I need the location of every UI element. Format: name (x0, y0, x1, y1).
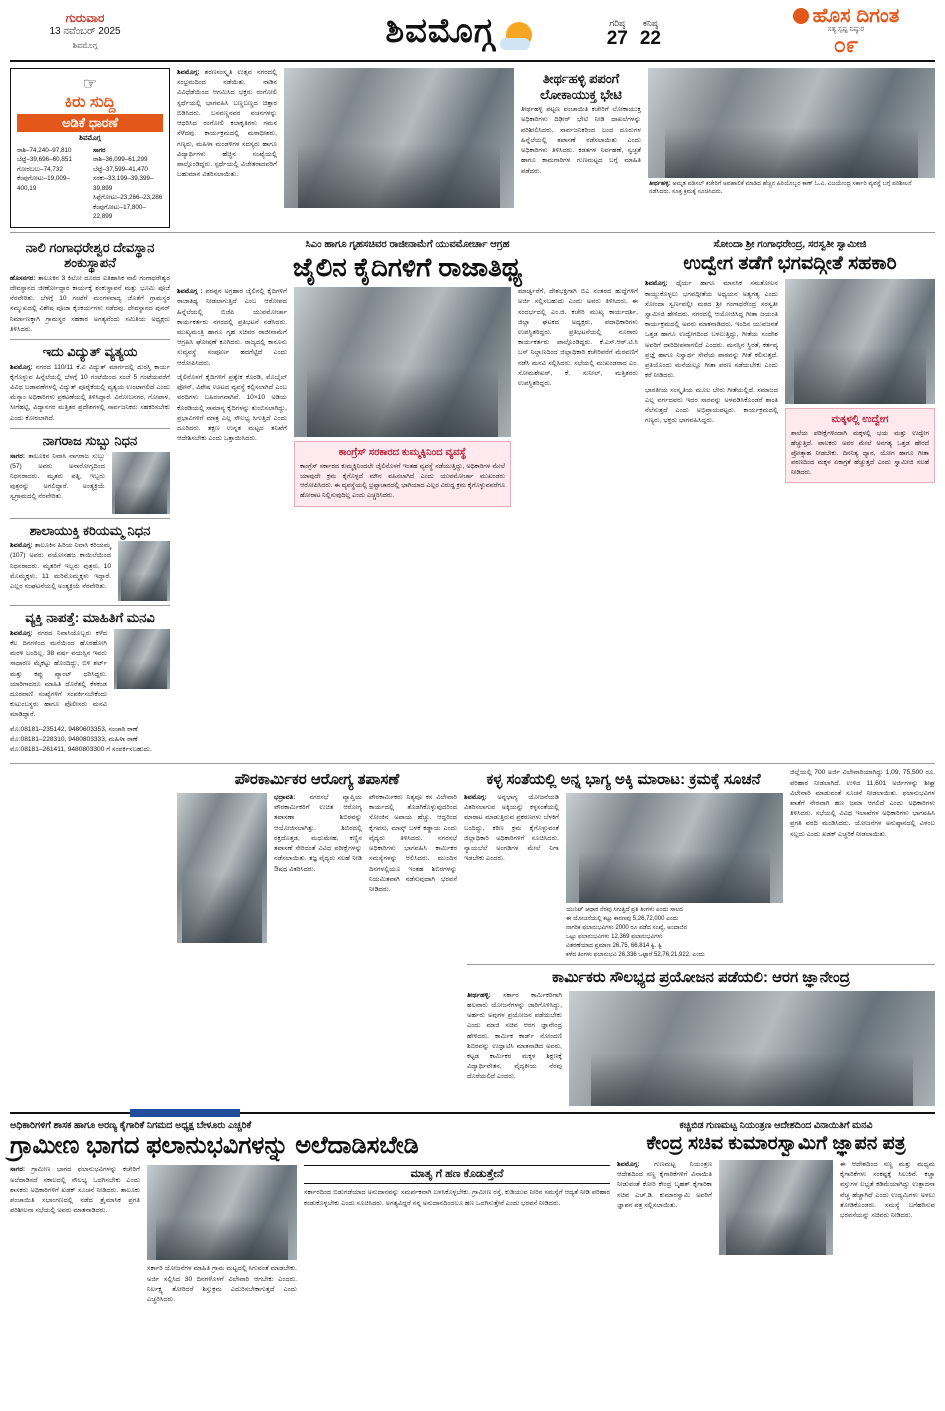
masthead-place: ಶಿವಮೊಗ್ಗ (72, 40, 98, 50)
labour-head: ಕಾರ್ಮಿಕರು ಸೌಲಭ್ಯದ ಪ್ರಯೋಜನ ಪಡೆಯಲಿ: ಆರಗ ಜ್ಞಾನೇಂದ್ರ (552, 969, 850, 986)
labour-meeting-photo (569, 991, 935, 1106)
promo-column (10, 68, 170, 228)
middle-right-body: ಜಿಲ್ಲೆಯಲ್ಲಿ 700 ಅರ್ಜಿ ವಿಲೇವಾರಿಯಾಗಿದ್ದು 1,09, 75,500 ರೂ. ಪರಿಹಾರ ನೀಡಲಾಗಿದೆ. ಉಳಿದ 11,601 ಅರ್ಜಿಗಳನ್ನು ಶೀಘ್ರ ವಿಲೇವಾರಿ ಮಾಡುವಂತೆ ಸೂಚನೆ ನೀಡಲಾಯಿತು. ಫಲಾನುಭವಿಗಳ ಖಾತೆಗೆ ನೇರವಾಗಿ ಹಣ ಜಮಾ ಆಗಲಿದೆ ಎಂದು ಅಧಿಕಾರಿಗಳು ತಿಳಿಸಿದರು. ಸಭೆಯಲ್ಲಿ ವಿವಿಧ ಇಲಾಖೆಗಳ ಅಧಿಕಾರಿಗಳು ಭಾಗವಹಿಸಿ ಪ್ರಗತಿ ವರದಿ ಮಂಡಿಸಿದರು. ಯೋಜನೆಗಳ ಅನುಷ್ಠಾನದಲ್ಲಿ ವಿಳಂಬ ಸಲ್ಲದು ಎಂದು ಖಡಕ್ ಎಚ್ಚರಿಕೆ ನೀಡಲಾಯಿತು. (790, 769, 935, 838)
promo-title-2: ಅಡಿಕೆ ಧಾರಣೆ (17, 114, 163, 132)
temp-min-label: ಕನಿಷ್ಠ (642, 18, 659, 28)
pointing-hand-icon: ☞ (82, 76, 98, 93)
promo-place: ಶಿವಮೊಗ್ಗ (79, 135, 101, 142)
left-story3-head: ನಾಗರಾಜ ಸುಬ್ಬು ನಿಧನ (42, 432, 138, 448)
left-column (10, 237, 170, 760)
middle-right-column (790, 768, 935, 960)
middle-band (10, 768, 935, 960)
temp-max (607, 18, 628, 48)
bottom-left-box-head: ಮಾತೃ ಗೆ ಹಣ ಕೊಡುತ್ತೇನೆ (304, 1165, 610, 1184)
memorandum-photo (719, 1160, 833, 1255)
bottom-left-headline: ಗ್ರಾಮೀಣ ಭಾಗದ ಫಲಾನುಭವಿಗಳನ್ನು ಅಲೆದಾಡಿಸಬೇಡಿ (10, 1132, 419, 1160)
left-story4-body: ಶಿವಮೊಗ್ಗ: ತಾಲೂಕಿನ ಹಿರಿಯ ನಿವಾಸಿ ಕರಿಯಮ್ಮ (107) ಅವರು ವಯೋಸಹಜ ಕಾಯಿಲೆಯಿಂದ ನಿಧನರಾದರು. ಮೃತರಿಗೆ ಇಬ್ಬರು ಪುತ್ರರು, 10 ಮೊಮ್ಮಕ್ಕಳು, 11 ಮರಿಮೊಮ್ಮಕ್ಕಳು ಇದ್ದಾರೆ. ಎಲ್ಲರ ಸಂಘಟನೆಯಲ್ಲಿ ಅಂತ್ಯಕ್ರಿಯೆ ನೆರವೇರಿತು. (10, 542, 111, 590)
right-highlight-text: ಶಾಲೆಯ ಪರೀಕ್ಷೆಗಳಿಂದಾಗಿ ಮಕ್ಕಳಲ್ಲಿ ಭಯ ಮತ್ತು ಉದ್ವೇಗ ಹೆಚ್ಚುತ್ತಿದೆ. ಪಾಲಕರು ಅವರ ಮೇಲೆ ಅನಗತ್ಯ ಒತ್ತಡ ಹೇರದೆ ಪ್ರೋತ್ಸಾಹ ನೀಡಬೇಕು. ದಿನನಿತ್ಯ ಧ್ಯಾನ, ಯೋಗ ಹಾಗೂ ಗೀತಾ ಪಠಣದಿಂದ ಮಕ್ಕಳ ಏಕಾಗ್ರತೆ ಹೆಚ್ಚುತ್ತದೆ ಎಂದು ಸ್ವಾಮೀಜಿ ಸಲಹೆ ನೀಡಿದರು. (791, 430, 929, 476)
masthead-date: 13 ನವೆಂಬರ್ 2025 (49, 26, 121, 38)
health-checkup-head: ಪೌರಕಾರ್ಮಿಕರ ಆರೋಗ್ಯ ತಪಾಸಣೆ (234, 771, 400, 789)
bottom-right-story: ಕಚ್ಚಿಬಿಡ ಗುಣಮಟ್ಟ ನಿಯಂತ್ರಣ ಆದೇಶದಿಂದ ವಿನಾಯಿತಿಗೆ ಮನವಿ ಕೇಂದ್ರ ಸಚಿವ ಕುಮಾರಸ್ವಾಮಿಗೆ ಜ್ಞಾಪನ ಪತ್ರ ಶಿವಮೊಗ್ಗ: ಗುಣಮಟ್ಟ ನಿಯಂತ್ರಣ ಆದೇಶದಿಂದ ಸಣ್ಣ ಕೈಗಾರಿಕೆಗಳಿಗೆ ವಿನಾಯಿತಿ ನೀಡುವಂತೆ ಕೋರಿ ಕೇಂದ್ರ ಬೃಹತ್ ಕೈಗಾರಿಕಾ ಸಚಿವ ಎಚ್.ಡಿ. ಕುಮಾರಸ್ವಾಮಿ ಅವರಿಗೆ ಜ್ಞಾಪನ ಪತ್ರ ಸಲ್ಲಿಸಲಾಯಿತು. ಈ ಆದೇಶದಿಂದ ಸಣ್ಣ ಮತ್ತು ಮಧ್ಯಮ ಕೈಗಾರಿಕೆಗಳು ಸಂಕಷ್ಟಕ್ಕೆ ಸಿಲುಕಿವೆ. ಕಚ್ಚಾ ವಸ್ತುಗಳ ಲಭ್ಯತೆ ಕಡಿಮೆಯಾಗಿದ್ದು ಉತ್ಪಾದನಾ ವೆಚ್ಚ ಹೆಚ್ಚಾಗಿದೆ ಎಂದು ಉದ್ಯಮಿಗಳು ಅಳಲು ತೋಡಿಕೊಂಡರು. ಸಮಸ್ಯೆ ಬಗೆಹರಿಸುವ ಭರವಸೆಯನ್ನು ಸಚಿವರು ನೀಡಿದರು. (617, 1118, 935, 1310)
left-story5-head: ವ್ಯಕ್ತಿ ನಾಪತ್ತೆ: ಮಾಹಿತಿಗೆ ಮನವಿ (25, 610, 155, 626)
rates-table (17, 146, 163, 222)
bottom-band (10, 1118, 935, 1310)
masthead-date-block (10, 11, 160, 51)
lower-band (10, 960, 935, 1106)
lokayukta-visit-photo (648, 68, 935, 178)
publisher-logo (757, 6, 935, 56)
right-col-text: ಶಿವಮೊಗ್ಗ: ಧೈರ್ಯ ಹಾಗೂ ಮಾನಸಿಕ ಸಮತೋಲನ ಕಾಯ್ದುಕೊಳ್ಳಲು ಭಗವದ್ಗೀತೆಯ ಅಧ್ಯಯನ ಅತ್ಯಗತ್ಯ ಎಂದು ಸೋಂದಾ ಸ್ವರ್ಣವಲ್ಲೀ ಮಠದ ಶ್ರೀ ಗಂಗಾಧರೇಂದ್ರ ಸರಸ್ವತೀ ಸ್ವಾಮೀಜಿ ಹೇಳಿದರು. ನಗರದಲ್ಲಿ ಆಯೋಜಿಸಿದ್ದ ಗೀತಾ ಜಯಂತಿ ಕಾರ್ಯಕ್ರಮದಲ್ಲಿ ಅವರು ಮಾತನಾಡಿದರು. ಇಂದಿನ ಯುವಜನತೆ ಒತ್ತಡ ಹಾಗೂ ಉದ್ವೇಗದಿಂದ ಬಳಲುತ್ತಿದ್ದು, ಗೀತೆಯ ಸಂದೇಶ ಅವರಿಗೆ ದಾರಿದೀಪವಾಗಲಿದೆ ಎಂದರು. ಮನಸ್ಸಿನ ಸ್ಥಿರತೆ, ಕರ್ತವ್ಯ ಪ್ರಜ್ಞೆ ಹಾಗೂ ನಿಸ್ವಾರ್ಥ ಸೇವೆಯ ಪಾಠವನ್ನು ಗೀತೆ ಕಲಿಸುತ್ತದೆ. ಪ್ರತಿಯೊಂದು ಮನೆಯಲ್ಲೂ ಗೀತಾ ಪಠಣ ನಡೆಯಬೇಕು ಎಂದು ಕರೆ ನೀಡಿದರು. ಭಾರತೀಯ ಸಂಸ್ಕೃತಿಯ ಮೂಲ ಬೇರು ಗೀತೆಯಲ್ಲಿದೆ. ಸಮಾಜದ ಎಲ್ಲ ವರ್ಗದವರು ಇದರ ಸಾರವನ್ನು ಅಳವಡಿಸಿಕೊಂಡರೆ ಶಾಂತಿ ನೆಲೆಸುತ್ತದೆ ಎಂದು ಅಭಿಪ್ರಾಯಪಟ್ಟರು. ಕಾರ್ಯಕ್ರಮದಲ್ಲಿ ಗಣ್ಯರು, ಭಕ್ತರು ಭಾಗವಹಿಸಿದ್ದರು. (645, 280, 778, 425)
lead-col-3: ಮಾರ್ಚ್ವರೆಗೆ, ದೇಶಭಕ್ತಿಗಾಗಿ ಬಿಎ ನಂತರದ ಹುದ್ದೆಗಳಿಗೆ ಅರ್ಜಿ ಸಲ್ಲಿಸಬಹುದು ಎಂದು ಅವರು ತಿಳಿಸಿದರು. ಈ ಸಂದರ್ಭದಲ್ಲಿ ಎಂ.ಜಿ. ಕಚೇರಿ ಮುಖ್ಯ ಕಾರ್ಯದರ್ಶಿ, ಜಿಲ್ಲಾ ಘಟಕದ ಅಧ್ಯಕ್ಷರು, ಪದಾಧಿಕಾರಿಗಳು ಉಪಸ್ಥಿತರಿದ್ದರು. ಪ್ರತಿಭಟನೆಯಲ್ಲಿ ನೂರಾರು ಕಾರ್ಯಕರ್ತರು ಪಾಲ್ಗೊಂಡಿದ್ದರು. ಕೆ.ಎಸ್.ಆರ್.ಟಿ.ಸಿ ಬಸ್ ನಿಲ್ದಾಣದಿಂದ ಜಿಲ್ಲಾಧಿಕಾರಿ ಕಚೇರಿವರೆಗೆ ಮೆರವಣಿಗೆ ನಡೆಸಿ ಮನವಿ ಸಲ್ಲಿಸಿದರು. ಸಭೆಯಲ್ಲಿ ಮುಖಂಡರಾದ ಎಂ. ಸೋಮಶೇಖರ್, ಕೆ. ಸುನೀಲ್, ಮತ್ತಿತರರು ಉಪಸ್ಥಿತರಿದ್ದರು. (518, 288, 638, 388)
lead-story (177, 237, 638, 760)
obituary-portrait-1 (112, 452, 170, 514)
right-kicker: ಸೋಂದಾ ಶ್ರೀ ಗಂಗಾಧರೇಂದ್ರ, ಸರಸ್ವತೀ ಸ್ವಾಮೀಜಿ (713, 238, 867, 250)
lead-headline: ಜೈಲಿನ ಕೈದಿಗಳಿಗೆ ರಾಜಾತಿಥ್ಯ (292, 251, 523, 282)
section-divider (10, 1112, 935, 1114)
promo-title-1: ಕಿರು ಸುದ್ದಿ (64, 94, 116, 111)
rice-sale-story: ಕಳ್ಳ ಸಂತೆಯಲ್ಲಿ ಅನ್ನ ಭಾಗ್ಯ ಅಕ್ಕಿ ಮಾರಾಟ: ಕ್ರಮಕ್ಕೆ ಸೂಚನೆ ಶಿವಮೊಗ್ಗ: ಅನ್ನಭಾಗ್ಯ ಯೋಜನೆಯಡಿ ವಿತರಿಸಲಾಗುವ ಅಕ್ಕಿಯನ್ನು ಕಳ್ಳಸಂತೆಯಲ್ಲಿ ಮಾರಾಟ ಮಾಡುತ್ತಿರುವ ಪ್ರಕರಣಗಳು ಬೆಳಕಿಗೆ ಬಂದಿದ್ದು, ಕಠಿಣ ಕ್ರಮ ಕೈಗೊಳ್ಳುವಂತೆ ಜಿಲ್ಲಾಧಿಕಾರಿ ಅಧಿಕಾರಿಗಳಿಗೆ ಸೂಚಿಸಿದರು. ನ್ಯಾಯಬೆಲೆ ಅಂಗಡಿಗಳ ಮೇಲೆ ನಿಗಾ ಇಡಬೇಕು ಎಂದರು. ಯುನಿಟ್ ಆಧಾರ ನೆರವು ಸಿಗುತ್ತಿದೆ ಪ್ರತಿ ತಿಂಗಳು ಎಂದು ಸಾಲದ ಈ ಯೋಜನೆಯಲ್ಲಿ ಕಟ್ಟು ಕಾರಣವು 5,26,72,000 ಎಂದು ನಾಗರಿಕ ಫಲಾನುಭವಿಗಳು 2000 ರೂ ಪಡೆದ ಸಂಖ್ಯೆ, ಅಂದಾಜಿನ ಒಟ್ಟು ಫಲಾನುಭವಿಗಳು 12,369 ಫಲಾನುಭವಿಗಳು ವಿತರಣೆಯಾದ ಪ್ರಮಾಣ 26,75, 66,814 ಕ್ವಿ. ಕ್ವಿ ಕಳೆದ ತಿಂಗಳು ಫಲಾನುಭವಿ 26,336 ಒಟ್ಟಾರೆ 52,76,21,922, ಎಂದು (464, 768, 783, 960)
masthead-day: ಗುರುವಾರ (65, 11, 105, 26)
top-center-photo-col (284, 68, 514, 228)
health-checkup-photo (177, 793, 267, 943)
masthead (10, 6, 935, 62)
publisher-tagline: ಸತ್ಯ ಸ್ಪಷ್ಟ ನಿಷ್ಠುರ (827, 26, 865, 33)
page-title: ಶಿವಮೊಗ್ಗ (385, 12, 496, 50)
rates-col-1: ರಾಶಿ–74,240–97,810 ಬೆಟ್ಟೆ–39,696–60,851 ಗೋರಬಲು–74,732 ಕೆಂಪುಗೋಟು–19,009–400,19 (17, 147, 72, 192)
left-story5-body: ಶಿವಮೊಗ್ಗ: ನಗರದ ನಿವಾಸಿಯೊಬ್ಬರು ಕಳೆದ ಕೆಲ ದಿನಗಳಿಂದ ಮನೆಯಿಂದ ಹೊರಹೋಗಿ ಮರಳಿ ಬಂದಿಲ್ಲ. 38 ವರ್ಷ ವಯಸ್ಸಿನ ಇವರು ಸಾಧಾರಣ ಮೈಕಟ್ಟು ಹೊಂದಿದ್ದು, ಬಿಳಿ ಶರ್ಟ್ ಮತ್ತು ಕಪ್ಪು ಪ್ಯಾಂಟ್ ಧರಿಸಿದ್ದರು. ಯಾರಿಗಾದರೂ ಮಾಹಿತಿ ದೊರೆತಲ್ಲಿ ಕೆಳಕಂಡ ದೂರವಾಣಿ ಸಂಖ್ಯೆಗಳಿಗೆ ಸಂಪರ್ಕಿಸಬೇಕೆಂದು ಕುಟುಂಬಸ್ಥರು ಹಾಗೂ ಪೊಲೀಸರು ಮನವಿ ಮಾಡಿದ್ದಾರೆ. (10, 629, 107, 719)
right-highlight-head: ಮಕ್ಕಳಲ್ಲಿ ಉದ್ವೇಗ (831, 414, 889, 426)
obituary-portrait-2 (118, 541, 170, 601)
top-center-body: ಶಿವಮೊಗ್ಗ: ಶರಣಸಂಸ್ಕೃತಿ ಉತ್ಸವ ನಗರದಲ್ಲಿ ಸಂಭ್ರಮದಿಂದ ನಡೆಯಿತು. ನಾಡಿನ ವಿವಿಧೆಡೆಯಿಂದ ಆಗಮಿಸಿದ ಭಕ್ತರು ರಂಗೋಲಿ ಸ್ಪರ್ಧೆಯಲ್ಲಿ ಭಾಗವಹಿಸಿ ಬಣ್ಣಬಣ್ಣದ ಚಿತ್ತಾರ ಬಿಡಿಸಿದರು. ಬಸವಣ್ಣನವರ ವಚನಗಳನ್ನು ಆಧರಿಸಿದ ರಂಗೋಲಿ ಕಲಾಕೃತಿಗಳು ಗಮನ ಸೆಳೆದವು. ಕಾರ್ಯಕ್ರಮದಲ್ಲಿ ಮಠಾಧೀಶರು, ಗಣ್ಯರು, ಮಹಿಳಾ ಮಂಡಳಿಗಳ ಸದಸ್ಯರು ಹಾಗೂ ವಿದ್ಯಾರ್ಥಿಗಳು ಹೆಚ್ಚಿನ ಸಂಖ್ಯೆಯಲ್ಲಿ ಪಾಲ್ಗೊಂಡಿದ್ದರು. ಸ್ಪರ್ಧೆಯಲ್ಲಿ ವಿಜೇತರಾದವರಿಗೆ ಬಹುಮಾನ ವಿತರಿಸಲಾಯಿತು. (177, 69, 277, 179)
right-headline: ಉದ್ವೇಗ ತಡೆಗೆ ಭಗವದ್ಗೀತೆ ಸಹಕಾರಿ (683, 252, 897, 274)
left-story1-body: ಹೊಸನಗರ: ತಾಲೂಕಿನ 3 ಕಿಲೋ ದೂರದ ಐತಿಹಾಸಿಕ ನಾಲಿ ಗಂಗಾಧರೇಶ್ವರ ದೇವಸ್ಥಾನದ ಜೀರ್ಣೋದ್ಧಾರ ಕಾರ್ಯಕ್ಕೆ ಶಂಕುಸ್ಥಾಪನೆ ಮತ್ತು ಭೂಮಿ ಪೂಜೆ ನೆರವೇರಿತು. ಬೆಳಗ್ಗೆ 10 ಗಂಟೆಗೆ ಮಂಗಳವಾದ್ಯ ಜೊತೆಗೆ ಗ್ರಾಮಸ್ಥರ ಸಮ್ಮುಖದಲ್ಲಿ ವಿಶೇಷ ಪೂಜಾ ಕೈಂಕರ್ಯಗಳು ನಡೆದವು. ದೇವಸ್ಥಾನದ ಪುನರ್ ನಿರ್ಮಾಣಕ್ಕಾಗಿ ಗ್ರಾಮಸ್ಥರ ಸಹಕಾರ ಅಗತ್ಯವೆಂದು ಸಮಿತಿಯ ಅಧ್ಯಕ್ಷರು ತಿಳಿಸಿದರು. (10, 274, 170, 333)
temp-min (640, 18, 661, 48)
bottom-right-kicker: ಕಚ್ಚಿಬಿಡ ಗುಣಮಟ್ಟ ನಿಯಂತ್ರಣ ಆದೇಶದಿಂದ ವಿನಾಯಿತಿಗೆ ಮನವಿ (679, 1119, 873, 1131)
top-center-text (177, 68, 277, 228)
lead-col-2 (294, 287, 511, 506)
bottom-left-kicker: ಅಧಿಕಾರಿಗಳಿಗೆ ಶಾಸಕ ಹಾಗೂ ಅರಣ್ಯ ಕೈಗಾರಿಕೆ ನಿಗಮದ ಅಧ್ಯಕ್ಷ ಬೇಳೂರು ಎಚ್ಚರಿಕೆ (10, 1119, 252, 1131)
top-right-story (521, 68, 935, 228)
top-right-body: ತೀರ್ಥಹಳ್ಳಿ ಪಟ್ಟಣ ಪಂಚಾಯಿತಿ ಕಚೇರಿಗೆ ಲೋಕಾಯುಕ್ತ ಅಧಿಕಾರಿಗಳು ದಿಢೀರ್ ಭೇಟಿ ನೀಡಿ ದಾಖಲೆಗಳನ್ನು ಪರಿಶೀಲಿಸಿದರು. ಸಾರ್ವಜನಿಕರಿಂದ ಬಂದ ದೂರುಗಳ ಹಿನ್ನೆಲೆಯಲ್ಲಿ ತಪಾಸಣೆ ನಡೆಸಲಾಯಿತು ಎಂದು ಅಧಿಕಾರಿಗಳು ತಿಳಿಸಿದರು. ಕಡತಗಳ ನಿರ್ವಹಣೆ, ಸ್ವಚ್ಛತೆ ಹಾಗೂ ಕಾಮಗಾರಿಗಳ ಗುಣಮಟ್ಟದ ಬಗ್ಗೆ ಮಾಹಿತಿ ಪಡೆದರು. (521, 106, 641, 175)
top-right-headline: ತೀರ್ಥಹಳ್ಳಿ ಪಪಂಗೆ ಲೋಕಾಯುಕ್ತ ಭೇಟಿ (540, 71, 622, 102)
publisher-name: ಹೊಸ ದಿಗಂತ (757, 6, 935, 26)
page-number: ೦೯ (833, 32, 859, 57)
lower-left-spacer (10, 960, 460, 1106)
left-story1-head: ನಾಲಿ ಗಂಗಾಧರೇಶ್ವರ ದೇವಸ್ಥಾನ ಶಂಕುಸ್ಥಾಪನೆ (25, 239, 155, 271)
missing-person-contacts: ಮೊ:08181–235142, 9480603353, ಸಂಚಾರಿ ಠಾಣೆ ಮೊ:08181–228310, 9480803333, ಮಹಿಳಾ ಠಾಣೆ ಮೊ:08181–261411, 9480803300 ಗೆ ಸಂಪರ್ಕಿಸಬಹುದು. (10, 725, 152, 754)
right-column (645, 237, 935, 760)
top-right-caption: ತೀರ್ಥಹಳ್ಳಿ: ಅಮೃತ ಪಡಿಸಲ್ ಕಚೇರಿಗೆ ಅವಹಾಲಿಕೆ ಮಾಡಿದ ಹೆಚ್ಚಿನ ಹಿರಿಯೊಬ್ಬರ ಕಾಣ್ ಓ.ವಿ. ವಿಜಯೇಂದ್ರ ಸರ್ಕಾರಿ ವ್ಯವಸ್ಥೆ ಬಗ್ಗೆ ಪರಿಶೀಲನೆ ನಡೆಸಿದರು. ಸೂಕ್ತ ಕ್ರಮಕ್ಕೆ ಸೂಚಿಸಿದರು. (649, 181, 912, 196)
rice-godown-photo (566, 793, 783, 903)
rice-sale-head: ಕಳ್ಳ ಸಂತೆಯಲ್ಲಿ ಅನ್ನ ಭಾಗ್ಯ ಅಕ್ಕಿ ಮಾರಾಟ: ಕ್ರಮಕ್ಕೆ ಸೂಚನೆ (486, 771, 761, 789)
right-col-photo (785, 279, 935, 483)
sun-logo-icon (793, 8, 809, 24)
middle-left-spacer (10, 768, 170, 960)
review-meeting-photo (147, 1165, 297, 1260)
temp-min-value: 22 (639, 28, 661, 49)
bottom-right-headline: ಕೇಂದ್ರ ಸಚಿವ ಕುಮಾರಸ್ವಾಮಿಗೆ ಜ್ಞಾಪನ ಪತ್ರ (646, 1133, 906, 1155)
masthead-title-block (160, 14, 757, 48)
lead-highlight-text: ಕಾಂಗ್ರೆಸ್ ಸರ್ಕಾರದ ಕುಮ್ಮಕ್ಕಿನಿಂದಲೇ ಜೈಲಿನೊಳಗೆ ಇಂತಹ ವ್ಯವಸ್ಥೆ ನಡೆಯುತ್ತಿದ್ದು, ಅಧಿಕಾರಿಗಳ ಮೇಲೆ ಯಾವುದೇ ಕ್ರಮ ಕೈಗೊಳ್ಳದೆ ಮೌನ ವಹಿಸಲಾಗಿದೆ ಎಂದು ಯುವಮೋರ್ಚಾ ಮುಖಂಡರು ಆರೋಪಿಸಿದರು. ಈ ವ್ಯವಸ್ಥೆಯಲ್ಲಿ ಭ್ರಷ್ಟಾಚಾರದಲ್ಲಿ ಭಾಗಿಯಾದ ಎಲ್ಲರ ವಿರುದ್ಧ ಕ್ರಮ ಕೈಗೊಳ್ಳುವವರೆಗೂ ಹೋರಾಟ ನಿಲ್ಲಿಸುವುದಿಲ್ಲ ಎಂದು ಎಚ್ಚರಿಸಿದರು. (300, 463, 505, 499)
temp-max-label: ಗರಿಷ್ಠ (609, 18, 626, 28)
rates-promo (10, 68, 170, 228)
lead-kicker: ಸಿಎಂ ಹಾಗೂ ಗೃಹಸಚಿವರ ರಾಜೀನಾಮೆಗೆ ಯುವಮೋರ್ಚಾ ಆಗ್ರಹ (305, 238, 510, 250)
right-highlight-box (785, 408, 935, 483)
bottom-left-story: ಅಧಿಕಾರಿಗಳಿಗೆ ಶಾಸಕ ಹಾಗೂ ಅರಣ್ಯ ಕೈಗಾರಿಕೆ ನಿಗಮದ ಅಧ್ಯಕ್ಷ ಬೇಳೂರು ಎಚ್ಚರಿಕೆ ಗ್ರಾಮೀಣ ಭಾಗದ ಫಲಾನುಭವಿಗಳನ್ನು ಅಲೆದಾಡಿಸಬೇಡಿ ಸಾಗರ: ಗ್ರಾಮೀಣ ಭಾಗದ ಫಲಾನುಭವಿಗಳನ್ನು ಕಚೇರಿಗೆ ಅಲೆದಾಡಿಸದೆ ಸಕಾಲದಲ್ಲಿ ಸೌಲಭ್ಯ ಒದಗಿಸಬೇಕು ಎಂದು ಶಾಸಕರು ಅಧಿಕಾರಿಗಳಿಗೆ ಖಡಕ್ ಸೂಚನೆ ನೀಡಿದರು. ತಾಲೂಕು ಪಂಚಾಯಿತಿ ಸಭಾಂಗಣದಲ್ಲಿ ನಡೆದ ತ್ರೈಮಾಸಿಕ ಪ್ರಗತಿ ಪರಿಶೀಲನಾ ಸಭೆಯಲ್ಲಿ ಅವರು ಮಾತನಾಡಿದರು. ಸರ್ಕಾರಿ ಯೋಜನೆಗಳ ಮಾಹಿತಿ ಗ್ರಾಮ ಮಟ್ಟದಲ್ಲಿ ಸಿಗುವಂತೆ ಮಾಡಬೇಕು. ಅರ್ಜಿ ಸಲ್ಲಿಸಿದ 30 ದಿನಗಳೊಳಗೆ ವಿಲೇವಾರಿ ಆಗಬೇಕು ಎಂದರು. ನಿರ್ಲಕ್ಷ್ಯ ತೋರಿದರೆ ಶಿಸ್ತುಕ್ರಮ ಎದುರಿಸಬೇಕಾಗುತ್ತದೆ ಎಂದು ಎಚ್ಚರಿಸಿದರು. ಮಾತೃ ಗೆ ಹಣ ಕೊಡುತ್ತೇನೆ ಸರ್ಕಾರದಿಂದ ಬಿಡುಗಡೆಯಾದ ಅನುದಾನವನ್ನು ಸಮರ್ಪಕವಾಗಿ ಬಳಸಿಕೊಳ್ಳಬೇಕು. ಗ್ರಾಮೀಣ ರಸ್ತೆ, ಕುಡಿಯುವ ನೀರಿನ ಸಮಸ್ಯೆಗೆ ಆದ್ಯತೆ ನೀಡಿ ಪರಿಹಾರ ಕಂಡುಕೊಳ್ಳಬೇಕು ಎಂದು ಸೂಚಿಸಿದರು. ಅಗತ್ಯವಿದ್ದರೆ ನನ್ನ ಅನುದಾನದಿಂದಲೂ ಹಣ ಒದಗಿಸುತ್ತೇನೆ ಎಂದು ಭರವಸೆ ನೀಡಿದರು. (10, 1119, 610, 1304)
lead-highlight-box (294, 441, 511, 506)
temp-max-value: 27 (606, 28, 628, 49)
left-story3-body: ಸಾಗರ: ತಾಲೂಕಿನ ನಿವಾಸಿ ನಾಗರಾಜ ಸುಬ್ಬು (57) ಅವರು ಅನಾರೋಗ್ಯದಿಂದ ನಿಧನರಾದರು. ಮೃತರು ಪತ್ನಿ, ಇಬ್ಬರು ಪುತ್ರರನ್ನು ಅಗಲಿದ್ದಾರೆ. ಅಂತ್ಯಕ್ರಿಯೆ ಸ್ವಗ್ರಾಮದಲ್ಲಿ ನೆರವೇರಿತು. (10, 452, 105, 501)
left-story2-body: ಶಿವಮೊಗ್ಗ: ನಗರದ 110/11 ಕೆ.ವಿ ವಿದ್ಯುತ್ ಮಾರ್ಗದಲ್ಲಿ ದುರಸ್ತಿ ಕಾರ್ಯ ಕೈಗೊಳ್ಳುವ ಹಿನ್ನೆಲೆಯಲ್ಲಿ ಬೆಳಗ್ಗೆ 10 ಗಂಟೆಯಿಂದ ಸಂಜೆ 5 ಗಂಟೆಯವರೆಗೆ ವಿವಿಧ ಬಡಾವಣೆಗಳಲ್ಲಿ ವಿದ್ಯುತ್ ಪೂರೈಕೆಯಲ್ಲಿ ವ್ಯತ್ಯಯ ಉಂಟಾಗಲಿದೆ ಎಂದು ಮೆಸ್ಕಾಂ ಅಧಿಕಾರಿಗಳು ಪ್ರಕಟಣೆಯಲ್ಲಿ ತಿಳಿಸಿದ್ದಾರೆ. ವಿನೋಬನಗರ, ಗೋಪಾಳ, ಸೀಗೆಹಟ್ಟಿ, ವಿದ್ಯಾನಗರ ಮತ್ತಿತರ ಪ್ರದೇಶಗಳಲ್ಲಿ ಸಾರ್ವಜನಿಕರು ಸಹಕರಿಸಬೇಕು ಎಂದು ಕೋರಲಾಗಿದೆ. (10, 363, 170, 422)
rice-data-table: ಯುನಿಟ್ ಆಧಾರ ನೆರವು ಸಿಗುತ್ತಿದೆ ಪ್ರತಿ ತಿಂಗಳು ಎಂದು ಸಾಲದ ಈ ಯೋಜನೆಯಲ್ಲಿ ಕಟ್ಟು ಕಾರಣವು 5,26,72,000 ಎಂದು ನಾಗರಿಕ ಫಲಾನುಭವಿಗಳು 2000 ರೂ ಪಡೆದ ಸಂಖ್ಯೆ, ಅಂದಾಜಿನ ಒಟ್ಟು ಫಲಾನುಭವಿಗಳು 12,369 ಫಲಾನುಭವಿಗಳು ವಿತರಣೆಯಾದ ಪ್ರಮಾಣ 26,75, 66,814 ಕ್ವಿ. ಕ್ವಿ ಕಳೆದ ತಿಂಗಳು ಫಲಾನುಭವಿ 26,336 ಒಟ್ಟಾರೆ 52,76,21,922, ಎಂದು (566, 907, 705, 958)
main-band (10, 237, 935, 760)
weather-sun-icon (506, 22, 532, 48)
missing-person-portrait (114, 629, 170, 689)
top-right-photo-col (648, 68, 935, 198)
top-band (10, 68, 935, 228)
weather-temps (607, 18, 661, 48)
left-story2-head: ಇದು ವಿದ್ಯುತ್ ವ್ಯತ್ಯಯ (42, 344, 138, 359)
bottom-left-box-text: ಸರ್ಕಾರದಿಂದ ಬಿಡುಗಡೆಯಾದ ಅನುದಾನವನ್ನು ಸಮರ್ಪಕವಾಗಿ ಬಳಸಿಕೊಳ್ಳಬೇಕು. ಗ್ರಾಮೀಣ ರಸ್ತೆ, ಕುಡಿಯುವ ನೀರಿನ ಸಮಸ್ಯೆಗೆ ಆದ್ಯತೆ ನೀಡಿ ಪರಿಹಾರ ಕಂಡುಕೊಳ್ಳಬೇಕು ಎಂದು ಸೂಚಿಸಿದರು. ಅಗತ್ಯವಿದ್ದರೆ ನನ್ನ ಅನುದಾನದಿಂದಲೂ ಹಣ ಒದಗಿಸುತ್ತೇನೆ ಎಂದು ಭರವಸೆ ನೀಡಿದರು. (304, 1189, 610, 1207)
swamiji-photo (785, 279, 935, 404)
protest-photo (294, 287, 511, 437)
rangoli-photo (284, 68, 514, 208)
lead-col-1: ಶಿವಮೊಗ್ಗ : ಪರಪ್ಪನ ಅಗ್ರಹಾರ ಜೈಲಿನಲ್ಲಿ ಕೈದಿಗಳಿಗೆ ರಾಜಾತಿಥ್ಯ ನೀಡಲಾಗುತ್ತಿದೆ ಎಂಬ ಆರೋಪದ ಹಿನ್ನೆಲೆಯಲ್ಲಿ ಬಿಜೆಪಿ ಯುವಮೋರ್ಚಾ ಕಾರ್ಯಕರ್ತರು ನಗರದಲ್ಲಿ ಪ್ರತಿಭಟನೆ ನಡೆಸಿದರು. ಮುಖ್ಯಮಂತ್ರಿ ಹಾಗೂ ಗೃಹ ಸಚಿವರ ರಾಜೀನಾಮೆಗೆ ಆಗ್ರಹಿಸಿ ಘೋಷಣೆ ಕೂಗಿದರು. ರಾಜ್ಯದಲ್ಲಿ ಕಾನೂನು ಸುವ್ಯವಸ್ಥೆ ಸಂಪೂರ್ಣ ಹದಗೆಟ್ಟಿದೆ ಎಂದು ಆರೋಪಿಸಿದರು. ಜೈಲಿನೊಳಗೆ ಕೈದಿಗಳಿಗೆ ಪ್ರತ್ಯೇಕ ಕೊಠಡಿ, ಮೊಬೈಲ್ ಫೋನ್, ವಿಶೇಷ ಊಟದ ವ್ಯವಸ್ಥೆ ಕಲ್ಪಿಸಲಾಗಿದೆ ಎಂಬ ವರದಿಗಳು ಬಹಿರಂಗವಾಗಿವೆ. 10×10 ಅಡಿಯ ಕೊಠಡಿಯಲ್ಲಿ ಸಾಮಾನ್ಯ ಕೈದಿಗಳನ್ನು ತುಂಬಿಸಲಾಗಿದ್ದು, ಪ್ರಭಾವಿಗಳಿಗೆ ಮಾತ್ರ ಎಲ್ಲ ಸೌಲಭ್ಯ ಸಿಗುತ್ತಿದೆ ಎಂದು ದೂರಿದರು. ತಕ್ಷಣ ಉನ್ನತ ಮಟ್ಟದ ತನಿಖೆಗೆ ಆದೇಶಿಸಬೇಕು ಎಂದು ಒತ್ತಾಯಿಸಿದರು. (177, 288, 287, 443)
health-checkup-story: ಪೌರಕಾರ್ಮಿಕರ ಆರೋಗ್ಯ ತಪಾಸಣೆ ಭದ್ರಾವತಿ: ನಗರಸಭೆ ವ್ಯಾಪ್ತಿಯ ಪೌರಕಾರ್ಮಿಕರಿಗೆ ಉಚಿತ ಆರೋಗ್ಯ ತಪಾಸಣಾ ಶಿಬಿರವನ್ನು ಆಯೋಜಿಸಲಾಗಿತ್ತು. ಶಿಬಿರದಲ್ಲಿ ರಕ್ತದೊತ್ತಡ, ಮಧುಮೇಹ, ಕಣ್ಣಿನ ತಪಾಸಣೆ ಸೇರಿದಂತೆ ವಿವಿಧ ಪರೀಕ್ಷೆಗಳನ್ನು ನಡೆಸಲಾಯಿತು. ತಜ್ಞ ವೈದ್ಯರು ಸಲಹೆ ನೀಡಿ ಔಷಧ ವಿತರಿಸಿದರು. ಪೌರಕಾರ್ಮಿಕರು ನಿತ್ಯವೂ ಕಸ ವಿಲೇವಾರಿ ಕಾರ್ಯದಲ್ಲಿ ತೊಡಗಿಕೊಳ್ಳುವುದರಿಂದ ಸೋಂಕಿನ ಅಪಾಯ ಹೆಚ್ಚು. ಆದ್ದರಿಂದ ಕೈಗವಸು, ಮಾಸ್ಕ್ ಬಳಕೆ ಕಡ್ಡಾಯ ಎಂದು ವೈದ್ಯರು ತಿಳಿಸಿದರು. ನಗರಸಭೆ ಅಧಿಕಾರಿಗಳು ಭಾಗವಹಿಸಿ ಕಾರ್ಮಿಕರ ಸಮಸ್ಯೆಗಳನ್ನು ಆಲಿಸಿದರು. ಮುಂದಿನ ದಿನಗಳಲ್ಲಿಯೂ ಇಂತಹ ಶಿಬಿರಗಳನ್ನು ನಿಯಮಿತವಾಗಿ ನಡೆಸುವುದಾಗಿ ಭರವಸೆ ನೀಡಿದರು. (177, 768, 457, 960)
labour-story: ಕಾರ್ಮಿಕರು ಸೌಲಭ್ಯದ ಪ್ರಯೋಜನ ಪಡೆಯಲಿ: ಆರಗ ಜ್ಞಾನೇಂದ್ರ ತೀರ್ಥಹಳ್ಳಿ: ಸರ್ಕಾರ ಕಾರ್ಮಿಕರಿಗಾಗಿ ಹಲವಾರು ಯೋಜನೆಗಳನ್ನು ಜಾರಿಗೊಳಿಸಿದ್ದು, ಅರ್ಹರು ಅವುಗಳ ಪ್ರಯೋಜನ ಪಡೆಯಬೇಕು ಎಂದು ಮಾಜಿ ಸಚಿವ ಆರಗ ಜ್ಞಾನೇಂದ್ರ ಹೇಳಿದರು. ಕಾರ್ಮಿಕ ಕಾರ್ಡ್ ನೋಂದಣಿ ಶಿಬಿರವನ್ನು ಉದ್ಘಾಟಿಸಿ ಮಾತನಾಡಿದ ಅವರು, ಕಟ್ಟಡ ಕಾರ್ಮಿಕರ ಮಕ್ಕಳ ಶಿಕ್ಷಣಕ್ಕೆ ವಿದ್ಯಾರ್ಥಿವೇತನ, ವೈದ್ಯಕೀಯ ನೆರವು ದೊರೆಯಲಿದೆ ಎಂದರು. (467, 960, 935, 1106)
left-story4-head: ಶಾಲಾಯುಕ್ತಿ ಕರಿಯಮ್ಮ ನಿಧನ (29, 522, 151, 538)
rates-col-2: ಸಾಗರ ರಾಶಿ–36,099–61,299 ಬೆಟ್ಟೆ–37,599–41,470 ಸರಕು–33,199–39,399–39,899 ಸಿಪ್ಪೆಗೋಟು–23,266–23,286 ಕೆಂಪುಗೋಟು–17,800–22,899 (93, 147, 163, 221)
lead-highlight-head: ಕಾಂಗ್ರೆಸ್ ಸರಕಾರದ ಕುಮ್ಮಕ್ಕಿನಿಂದ ವ್ಯವಸ್ಥೆ (338, 447, 467, 459)
